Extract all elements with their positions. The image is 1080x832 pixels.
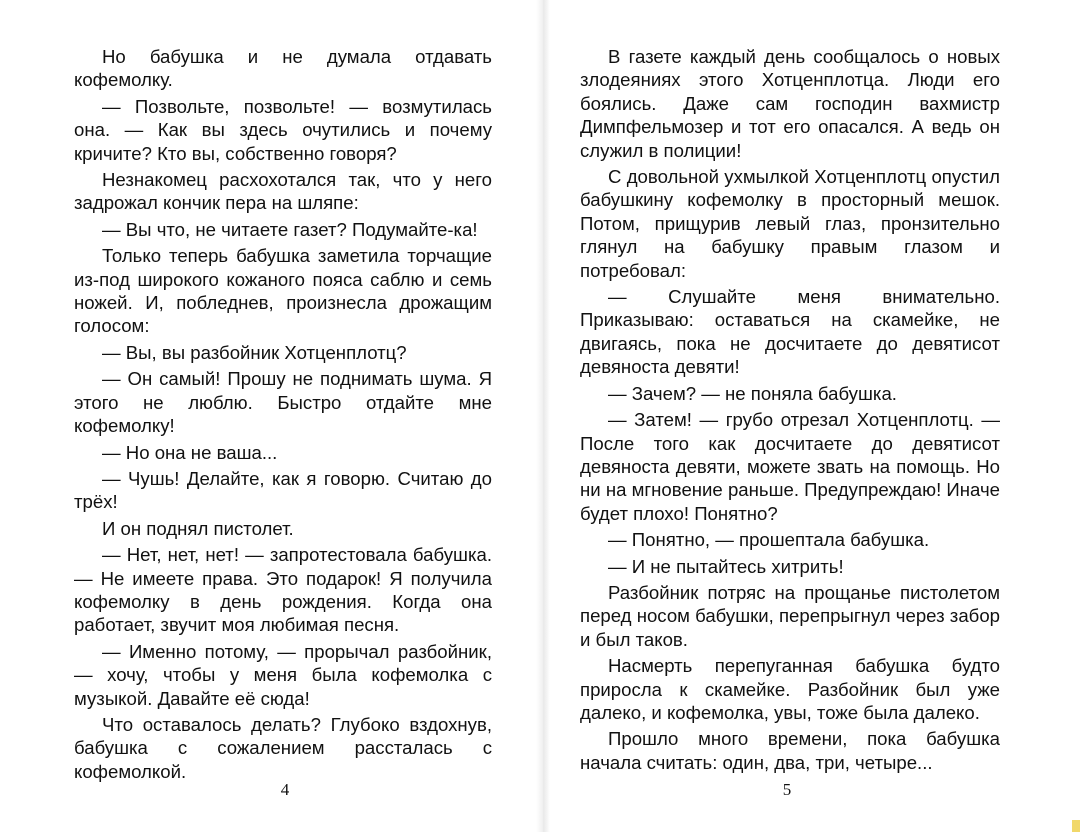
paragraph: — Слушайте меня внимательно. Приказываю: оставаться на скамейке, не двигаясь, пока не досчитаете до девятисот девяноста девяти! <box>580 286 1000 378</box>
book-gutter <box>536 0 550 832</box>
paragraph: В газете каждый день сообщалось о новых злодеяниях этого Хотценплотца. Люди его боялись. Даже сам господин вахмистр Димпфельмозер и тот его опасался. А ведь он служил в полиции! <box>580 46 1000 161</box>
paragraph: Незнакомец расхохотался так, что у него задрожал кончик пера на шляпе: <box>74 169 492 214</box>
paragraph: — Чушь! Делайте, как я говорю. Считаю до трёх! <box>74 467 492 513</box>
right-page-number: 5 <box>782 780 792 799</box>
paragraph: — Затем! — грубо отрезал Хотценплотц. — После того как досчитаете до девятисот девяноста девяти, можете звать на помощь. Но ни на мгновение раньше. Предупреждаю! Иначе будет плохо! Понятно? <box>580 409 1000 524</box>
paragraph: — Нет, нет, нет! — запротестовала бабушка. — Не имеете права. Это подарок! Я получила кофемолку в день рождения. Когда она работает, звучит моя любимая песня. <box>74 544 492 636</box>
paragraph: — И не пытайтесь хитрить! <box>608 555 844 577</box>
paragraph: С довольной ухмылкой Хотценплотц опустил бабушкину кофемолку в просторный мешок. Потом, прищурив левый глаз, пронзительно глянул на бабушку правым глазом и потребовал: <box>580 166 1000 281</box>
paragraph: Разбойник потряс на прощанье пистолетом перед носом бабушки, перепрыгнул через забор и был таков. <box>580 581 1000 650</box>
paragraph: — Но она не ваша... <box>102 441 278 463</box>
paragraph: Прошло много времени, пока бабушка начала считать: один, два, три, четыре... <box>580 728 1000 773</box>
scan-corner-mark <box>1072 820 1080 832</box>
paragraph: Насмерть перепуганная бабушка будто приросла к скамейке. Разбойник был уже далеко, и кофемолка, увы, тоже была далеко. <box>580 655 1000 723</box>
paragraph: — Вы, вы разбойник Хотценплотц? <box>102 341 407 363</box>
paragraph: — Зачем? — не поняла бабушка. <box>608 382 897 404</box>
left-page <box>74 45 492 786</box>
paragraph: — Понятно, — прошептала бабушка. <box>608 529 930 551</box>
paragraph: — Именно потому, — прорычал разбойник, — хочу, чтобы у меня была кофемолка с музыкой. Давайте её сюда! <box>74 640 492 709</box>
paragraph: И он поднял пистолет. <box>102 517 294 539</box>
paragraph: Только теперь бабушка заметила торчащие из-под широкого кожаного пояса саблю и семь ножей. И, побледнев, произнесла дрожащим голосом: <box>74 245 492 337</box>
paragraph: Что оставалось делать? Глубоко вздохнув, бабушка с сожалением рассталась с кофемолкой. <box>74 713 492 782</box>
paragraph: — Он самый! Прошу не поднимать шума. Я этого не люблю. Быстро отдайте мне кофемолку! <box>74 368 492 437</box>
paragraph: — Позвольте, позвольте! — возмутилась она. — Как вы здесь очутились и почему кричите? Кто вы, собственно говоря? <box>74 95 492 164</box>
paragraph: — Вы что, не читаете газет? Подумайте-ка! <box>102 218 478 240</box>
left-page-number: 4 <box>280 780 290 799</box>
paragraph: Но бабушка и не думала отдавать кофемолку. <box>74 46 492 91</box>
right-page <box>580 45 1000 777</box>
